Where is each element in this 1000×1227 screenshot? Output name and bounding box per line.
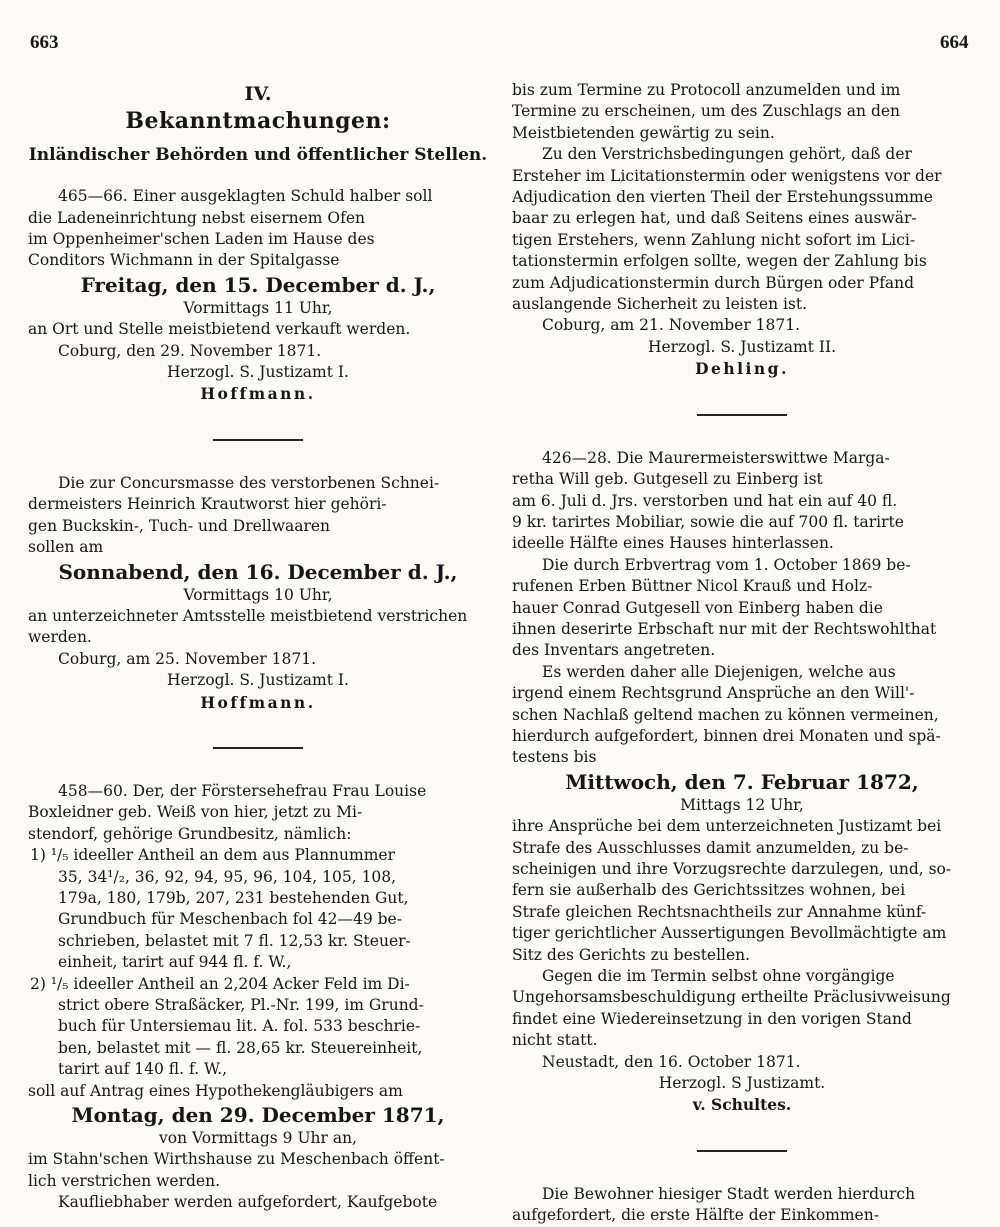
list-item: schrieben, belastet mit 7 fl. 12,53 kr. Steuer- [58, 931, 411, 950]
text-line: die Ladeneinrichtung nebst eisernem Ofen [28, 208, 366, 227]
text-line: nicht statt. [512, 1031, 598, 1050]
text-line: an unterzeichneter Amtsstelle meistbietend verstrichen [28, 606, 468, 625]
notice-ladeneinrichtung [28, 186, 488, 405]
text-line: bis zum Termine zu Protocoll anzumelden und im [512, 81, 901, 99]
text-line: tationstermin erfolgen sollte, wegen der Zahlung bis [512, 252, 927, 271]
auction-time: Vormittags 10 Uhr, [183, 585, 333, 604]
list-item: 35, 34¹/₂, 36, 92, 94, 95, 96, 104, 105, 108, [58, 867, 397, 886]
issuing-office: Herzogl. S Justizamt. [658, 1074, 826, 1093]
text-line: lich verstrichen werden. [28, 1171, 220, 1190]
place-date: Coburg, am 21. November 1871. [542, 316, 801, 335]
text-line: Ungehorsamsbeschuldigung ertheilte Präclusivweisung [512, 988, 951, 1007]
issuing-office: Herzogl. S. Justizamt I. [167, 363, 349, 382]
auction-date: Sonnabend, den 16. December d. J., [58, 559, 458, 584]
divider [697, 414, 787, 416]
text-line: testens bis [512, 748, 597, 767]
text-line: Es werden daher alle Diejenigen, welche aus [542, 662, 896, 681]
auction-time: von Vormittags 9 Uhr an, [159, 1129, 357, 1148]
text-line: Gegen die im Termin selbst ohne vorgängige [542, 967, 895, 986]
text-line: sollen am [28, 538, 104, 557]
auction-date: Montag, den 29. December 1871, [71, 1103, 445, 1128]
deadline-date: Mittwoch, den 7. Februar 1872, [565, 769, 919, 794]
place-date: Neustadt, den 16. October 1871. [542, 1052, 801, 1071]
divider [697, 1150, 787, 1152]
text-line: Strafe gleichen Rechtsnachtheils zur Annahme künf- [512, 902, 927, 921]
divider [213, 439, 303, 441]
text-line: im Stahn'schen Wirthshause zu Meschenbach öffent- [28, 1150, 445, 1169]
text-line: stendorf, gehörige Grundbesitz, nämlich: [28, 824, 352, 843]
text-line: auslangende Sicherheit zu leisten ist. [512, 295, 808, 314]
signature: Dehling. [695, 359, 789, 379]
right-column [512, 80, 972, 1227]
text-line: Die zur Concursmasse des verstorbenen Schnei- [58, 473, 440, 492]
text-line: 9 kr. tarirtes Mobiliar, sowie die auf 700 fl. tarirte [512, 512, 904, 531]
text-line: tigen Erstehers, wenn Zahlung nicht sofort im Lici- [512, 230, 916, 249]
text-line: 465—66. Einer ausgeklagten Schuld halber soll [58, 187, 433, 206]
list-item: einheit, tarirt auf 944 fl. f. W., [58, 953, 292, 972]
auction-time: Vormittags 11 Uhr, [183, 298, 333, 317]
text-line: findet eine Wiedereinsetzung in den vorigen Stand [512, 1009, 912, 1028]
text-line: Kaufliebhaber werden aufgefordert, Kaufgebote [58, 1193, 438, 1212]
divider [213, 747, 303, 749]
text-line: soll auf Antrag eines Hypothekengläubigers am [28, 1081, 403, 1100]
text-line: schen Nachlaß geltend machen zu können vermeinen, [512, 705, 939, 724]
text-line: am 6. Juli d. Jrs. verstorben und hat ein auf 40 fl. [512, 491, 898, 510]
list-item: Grundbuch für Meschenbach fol 42—49 be- [58, 910, 402, 929]
text-line: Adjudication den vierten Theil der Erstehungssumme [512, 188, 933, 207]
text-line: gen Buckskin-, Tuch- und Drellwaaren [28, 516, 331, 535]
text-line: werden. [28, 628, 92, 647]
place-date: Coburg, am 25. November 1871. [58, 649, 317, 668]
text-line: aufgefordert, die erste Hälfte der Einkommen- [512, 1206, 879, 1225]
text-line: hierdurch aufgefordert, binnen drei Monaten und spä- [512, 726, 941, 745]
issuing-office: Herzogl. S. Justizamt I. [167, 671, 349, 690]
place-date: Coburg, den 29. November 1871. [58, 341, 322, 360]
signature: Hoffmann. [200, 384, 316, 404]
text-line: irgend einem Rechtsgrund Ansprüche an den Will'- [512, 684, 915, 703]
text-line: Die durch Erbvertrag vom 1. October 1869 be- [542, 555, 911, 574]
text-line: Strafe des Ausschlusses damit anzumelden, zu be- [512, 838, 909, 857]
text-line: tiger gerichtlicher Aussertigungen Bevollmächtigte am [512, 924, 947, 943]
left-column [28, 78, 488, 1214]
auction-date: Freitag, den 15. December d. J., [80, 272, 436, 297]
text-line: dermeisters Heinrich Krautworst hier gehöri- [28, 495, 387, 514]
notice-will-nachlass [512, 448, 972, 1116]
text-line: 458—60. Der, der Förstersehefrau Frau Louise [58, 781, 427, 800]
notice-concursmasse [28, 473, 488, 713]
text-line: Meistbietenden gewärtig zu sein. [512, 123, 775, 142]
text-line: baar zu erlegen hat, und daß Seitens eines auswär- [512, 209, 917, 228]
issuing-office: Herzogl. S. Justizamt II. [647, 337, 837, 356]
text-line: rufenen Erben Büttner Nicol Krauß und Holz- [512, 577, 873, 596]
deadline-time: Mittags 12 Uhr, [680, 795, 804, 814]
text-line: Sitz des Gerichts zu bestellen. [512, 945, 751, 964]
signature: Hoffmann. [200, 692, 316, 712]
text-line: Termine zu erscheinen, um des Zuschlags an den [512, 102, 901, 121]
notice-grundbesitz [28, 781, 488, 1214]
list-item: 1) ¹/₅ ideeller Antheil an dem aus Plannummer [30, 846, 395, 865]
list-item: 179a, 180, 179b, 207, 231 bestehenden Gut, [58, 888, 409, 907]
section-number: IV. [244, 83, 272, 105]
list-item: 2) ¹/₅ ideeller Antheil an 2,204 Acker Feld im Di- [30, 974, 410, 993]
signature: v. Schultes. [692, 1095, 792, 1115]
list-item: tarirt auf 140 fl. f. W., [58, 1060, 228, 1079]
text-line: Die Bewohner hiesiger Stadt werden hierdurch [542, 1184, 916, 1203]
list-item: ben, belastet mit — fl. 28,65 kr. Steuereinheit, [58, 1038, 423, 1057]
list-item: strict obere Straßäcker, Pl.-Nr. 199, im Grund- [58, 996, 424, 1014]
text-line: des Inventars angetreten. [512, 641, 716, 660]
notice-continuation [512, 80, 972, 380]
text-line: Zu den Verstrichsbedingungen gehört, daß der [542, 145, 912, 164]
text-line: 426—28. Die Maurermeisterswittwe Marga- [542, 448, 890, 467]
text-line: fern sie außerhalb des Gerichtssitzes wohnen, bei [512, 881, 906, 900]
page-number-right: 664 [940, 32, 969, 53]
section-subheading: Inländischer Behörden und öffentlicher Stellen. [28, 144, 488, 165]
text-line: zum Adjudicationstermin durch Bürgen oder Pfand [512, 273, 915, 292]
text-line: ihre Ansprüche bei dem unterzeichneten Justizamt bei [512, 817, 942, 836]
text-line: ideelle Hälfte eines Hauses hinterlassen. [512, 534, 834, 553]
text-line: an Ort und Stelle meistbietend verkauft werden. [28, 320, 411, 339]
text-line: retha Will geb. Gutgesell zu Einberg ist [512, 470, 823, 489]
text-line: Boxleidner geb. Weiß von hier, jetzt zu Mi- [28, 803, 363, 822]
text-line: Ersteher im Licitationstermin oder wenigstens vor der [512, 166, 942, 185]
text-line: hauer Conrad Gutgesell von Einberg haben die [512, 598, 883, 617]
notice-einkommensteuer [512, 1184, 972, 1227]
text-line: ihnen deserirte Erbschaft nur mit der Rechtswohlthat [512, 619, 937, 638]
section-heading: Bekanntmachungen: [125, 108, 391, 135]
text-line: Conditors Wichmann in der Spitalgasse [28, 251, 340, 270]
text-line: scheinigen und ihre Vorzugsrechte darzulegen, und, so- [512, 860, 952, 878]
text-line: im Oppenheimer'schen Laden im Hause des [28, 230, 375, 249]
page-number-left: 663 [30, 32, 59, 53]
list-item: buch für Untersiemau lit. A. fol. 533 beschrie- [58, 1017, 421, 1036]
